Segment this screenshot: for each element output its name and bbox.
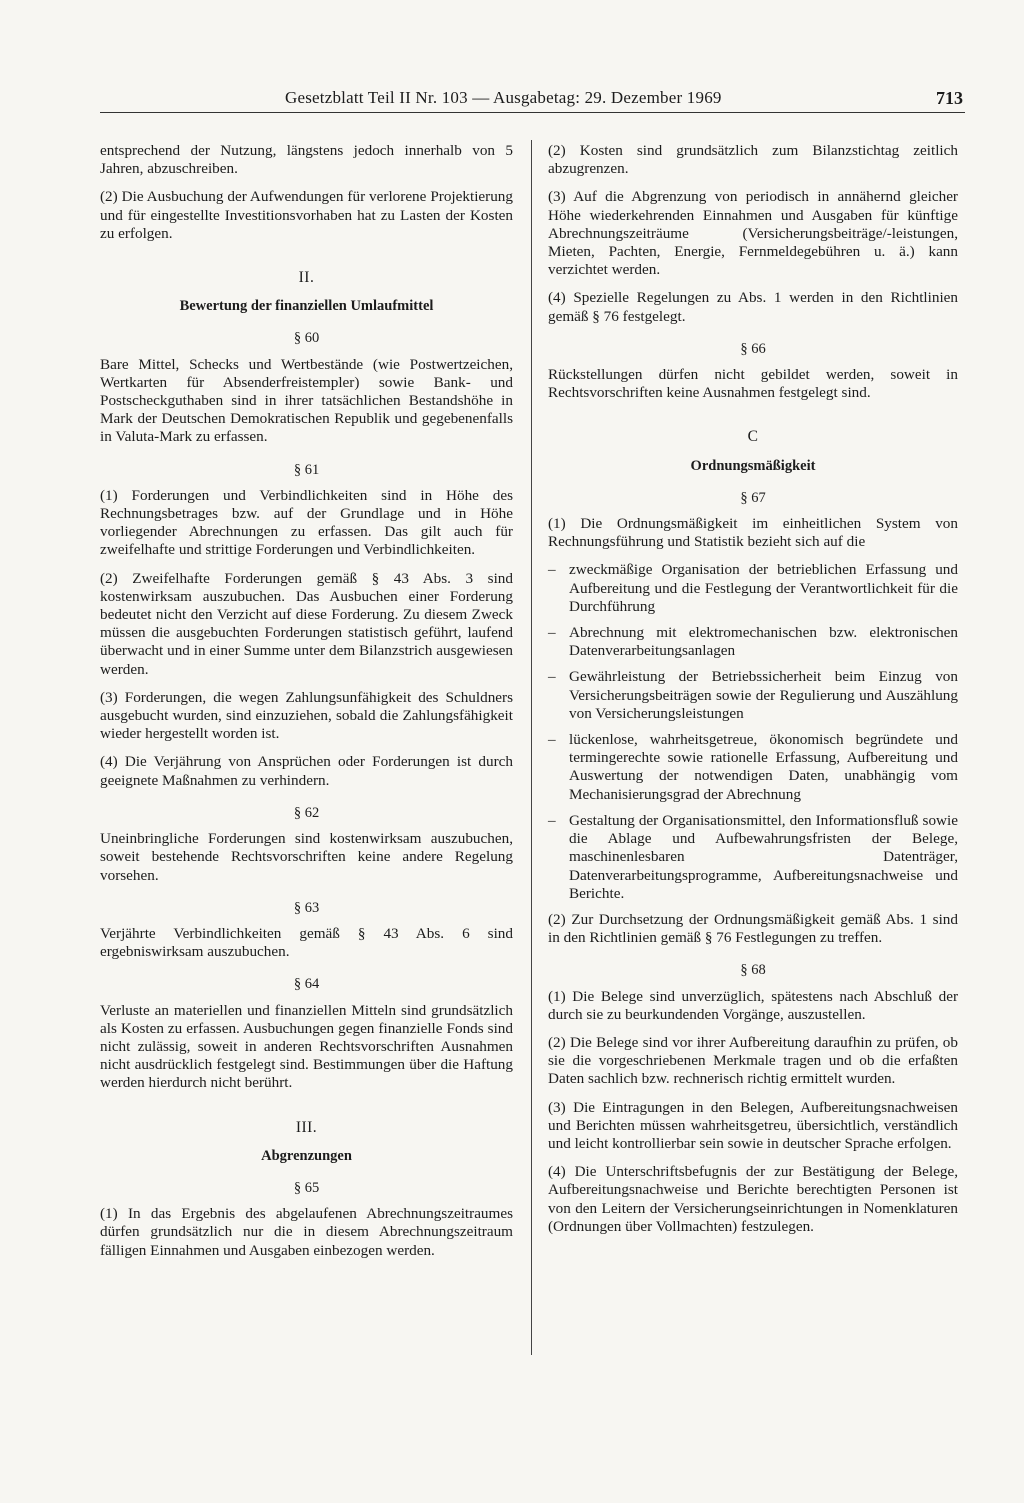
paragraph: (1) Die Ordnungsmäßigkeit im einheitlichen System von Rechnungsführung und Statistik bezieht sich auf die [548,515,958,551]
paragraph: Uneinbringliche Forderungen sind kostenwirksam auszubuchen, soweit bestehende Rechtsvorschriften keine andere Regelung vorsehen. [100,830,513,884]
column-divider [531,140,532,1355]
section-number: II. [298,269,315,287]
section-title: Abgrenzungen [261,1147,352,1164]
paragraph: (2) Zur Durchsetzung der Ordnungsmäßigkeit gemäß Abs. 1 sind in den Richtlinien gemäß § 76 Festlegungen zu treffen. [548,910,958,947]
paragraph-heading: § 62 [293,804,320,821]
section-number: C [747,428,759,446]
paragraph: (4) Spezielle Regelungen zu Abs. 1 werden in den Richtlinien gemäß § 76 festgelegt. [548,289,958,325]
paragraph: Verjährte Verbindlichkeiten gemäß § 43 Abs. 6 sind ergebniswirksam auszubuchen. [100,924,513,961]
paragraph-heading: § 60 [293,330,320,347]
paragraph: (2) Die Belege sind vor ihrer Aufbereitung daraufhin zu prüfen, ob sie die vorgeschriebenen Merkmale tragen und ob die erfaßten Daten sachlich bzw. rechnerisch richtig ermittelt wurden. [548,1033,958,1088]
section-title: Ordnungsmäßigkeit [690,457,816,474]
page-number: 713 [936,88,963,108]
paragraph-heading: § 67 [740,489,766,506]
paragraph: (4) Die Verjährung von Ansprüchen oder Forderungen ist durch geeignete Maßnahmen zu verhindern. [100,753,513,789]
right-column [548,142,958,1246]
list-item: – Abrechnung mit elektromechanischen bzw. elektronischen Datenverarbeitungsanlagen [548,624,958,660]
paragraph: (1) Forderungen und Verbindlichkeiten sind in Höhe des Rechnungsbetrages bzw. auf der Grundlage und in Höhe vorliegender Abrechnungen zu erfassen. Das gilt auch für zweifelhafte und strittige Forderungen und Verbindlichkeiten. [100,486,513,559]
paragraph-heading: § 68 [740,962,766,979]
paragraph-heading: § 65 [293,1179,320,1196]
paragraph: (3) Forderungen, die wegen Zahlungsunfähigkeit des Schuldners ausgebucht wurden, sind einzuziehen, sobald die Zahlungsfähigkeit wieder hergestellt worden ist. [100,688,513,743]
paragraph-heading: § 66 [740,340,766,357]
list-item: – lückenlose, wahrheitsgetreue, ökonomisch begründete und termingerechte sowie rationelle Erfassung, Aufbereitung und Auswertung der notwendigen Daten, unabhängig vom Mechanisierungsgrad der Abrechnung [548,731,958,804]
paragraph: (1) Die Belege sind unverzüglich, spätestens nach Abschluß der durch sie zu beurkundenden Vorgänge, auszustellen. [548,987,958,1023]
section-number: III. [295,1118,318,1136]
paragraph: (2) Die Ausbuchung der Aufwendungen für verlorene Projektierung und für eingestellte Investitionsvorhaben hat zu Lasten der Kosten zu erfolgen. [100,188,513,242]
left-column [100,142,513,1270]
list-item: – Gestaltung der Organisationsmittel, den Informationsfluß sowie die Ablage und Aufbewahrungsfristen der Belege, maschinenlesbaren Datenträger, Datenverarbeitungsprogramme, Aufbereitungsnachweise und Berichte. [548,812,958,903]
list-item: – zweckmäßige Organisation der betrieblichen Erfassung und Aufbereitung und die Festlegung der Verantwortlichkeit für die Durchführung [548,561,958,616]
list-item: – Gewährleistung der Betriebssicherheit beim Einzug von Versicherungsbeiträgen sowie der Regulierung und Auszählung von Versicherungsleistungen [548,668,958,723]
paragraph: (2) Zweifelhafte Forderungen gemäß § 43 Abs. 3 sind kostenwirksam auszubuchen. Das Ausbuchen einer Forderung bedeutet nicht den Verzicht auf diese Forderung. Zu diesem Zweck müssen die ausgebuchten Forderungen statistisch geführt, laufend überwacht und in einer Summe unter dem Bilanzstrich ausgewiesen werden. [100,569,513,678]
paragraph-heading: § 64 [293,976,320,993]
paragraph: (3) Die Eintragungen in den Belegen, Aufbereitungsnachweisen und Berichten müssen wahrheitsgetreu, übersichtlich, verständlich und leicht kontrollierbar sein sowie in deutscher Sprache erfolgen. [548,1098,958,1152]
paragraph-heading: § 63 [293,899,320,916]
paragraph: (1) In das Ergebnis des abgelaufenen Abrechnungszeitraumes dürfen grundsätzlich nur die in diesem Abrechnungszeitraum fälligen Einnahmen und Ausgaben einbezogen werden. [100,1205,513,1259]
page-header [100,88,965,113]
paragraph-heading: § 61 [293,461,320,478]
running-title: Gesetzblatt Teil II Nr. 103 — Ausgabetag: 29. Dezember 1969 [285,88,722,107]
paragraph: entsprechend der Nutzung, längstens jedoch innerhalb von 5 Jahren, abzuschreiben. [100,142,513,178]
paragraph: Rückstellungen dürfen nicht gebildet werden, soweit in Rechtsvorschriften keine Ausnahmen festgelegt sind. [548,366,958,402]
section-title: Bewertung der finanziellen Umlaufmittel [179,298,434,315]
paragraph: (4) Die Unterschriftsbefugnis der zur Bestätigung der Belege, Aufbereitungsnachweise und Berichte berechtigten Personen ist von den Leitern der Versicherungseinrichtungen in Nomenklaturen (Ordnungen über Vollmachten) festzulegen. [548,1163,958,1235]
paragraph: Bare Mittel, Schecks und Wertbestände (wie Postwertzeichen, Wertkarten für Absenderfreistempler) sowie Bank- und Postscheckguthaben sind in ihrer tatsächlichen Bestandshöhe in Mark der Deutschen Demokratischen Republik und gegebenenfalls in Valuta-Mark zu erfassen. [100,355,513,446]
paragraph: Verluste an materiellen und finanziellen Mitteln sind grundsätzlich als Kosten zu erfassen. Ausbuchungen gegen finanzielle Fonds sind nicht zulässig, soweit in anderen Rechtsvorschriften Ausnahmen nicht ausdrücklich festgelegt sind. Bestimmungen über die Haftung werden hierdurch nicht berührt. [100,1001,513,1092]
dash-list [548,561,958,902]
paragraph: (3) Auf die Abgrenzung von periodisch in annähernd gleicher Höhe wiederkehrenden Einnahmen und Ausgaben für künftige Abrechnungszeiträume (Versicherungsbeiträge/-leistungen, Mieten, Pachten, Energie, Fernmeldegebühren u. ä.) kann verzichtet werden. [548,188,958,279]
paragraph: (2) Kosten sind grundsätzlich zum Bilanzstichtag zeitlich abzugrenzen. [548,142,958,178]
